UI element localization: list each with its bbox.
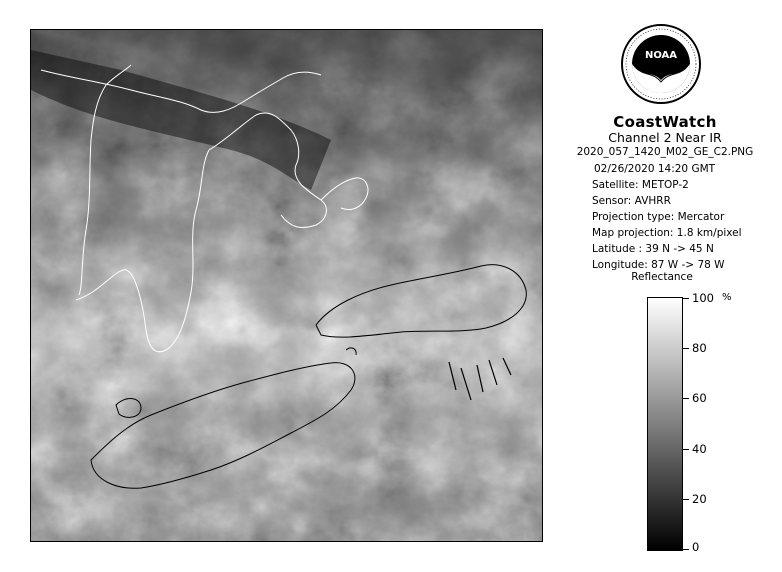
noaa-emblem-icon [620, 18, 702, 110]
colorbar-unit: % [722, 292, 732, 303]
colorbar-tick-label: 60 [692, 391, 707, 405]
latitude-range: Latitude : 39 N -> 45 N [592, 243, 714, 255]
longitude-range: Longitude: 87 W -> 78 W [592, 259, 725, 271]
sensor-info: Sensor: AVHRR [592, 195, 671, 207]
datetime: 02/26/2020 14:20 GMT [594, 163, 716, 175]
colorbar-tick-label: 20 [692, 492, 707, 506]
colorbar-tick [683, 449, 689, 450]
colorbar-tick-label: 40 [692, 442, 707, 456]
filename: 2020_057_1420_M02_GE_C2.PNG [576, 146, 754, 158]
colorbar-tick-label: 0 [692, 540, 700, 554]
satellite-info: Satellite: METOP-2 [592, 179, 689, 191]
colorbar-title: Reflectance [631, 271, 693, 283]
channel-title: Channel 2 Near IR [608, 130, 722, 145]
colorbar [647, 297, 683, 551]
colorbar-tick-label: 100 [692, 291, 714, 305]
brand-title: CoastWatch [613, 113, 717, 131]
colorbar-tick [683, 499, 689, 500]
reflectance-map [31, 30, 543, 542]
colorbar-tick [683, 348, 689, 349]
noaa-logo [620, 18, 702, 110]
colorbar-tick [683, 298, 689, 299]
map-projection: Map projection: 1.8 km/pixel [592, 227, 742, 239]
colorbar-tick [683, 549, 689, 550]
satellite-image [30, 29, 543, 542]
projection-type: Projection type: Mercator [592, 211, 725, 223]
noaa-text: NOAA [644, 50, 678, 61]
colorbar-tick-label: 80 [692, 341, 707, 355]
colorbar-tick [683, 398, 689, 399]
